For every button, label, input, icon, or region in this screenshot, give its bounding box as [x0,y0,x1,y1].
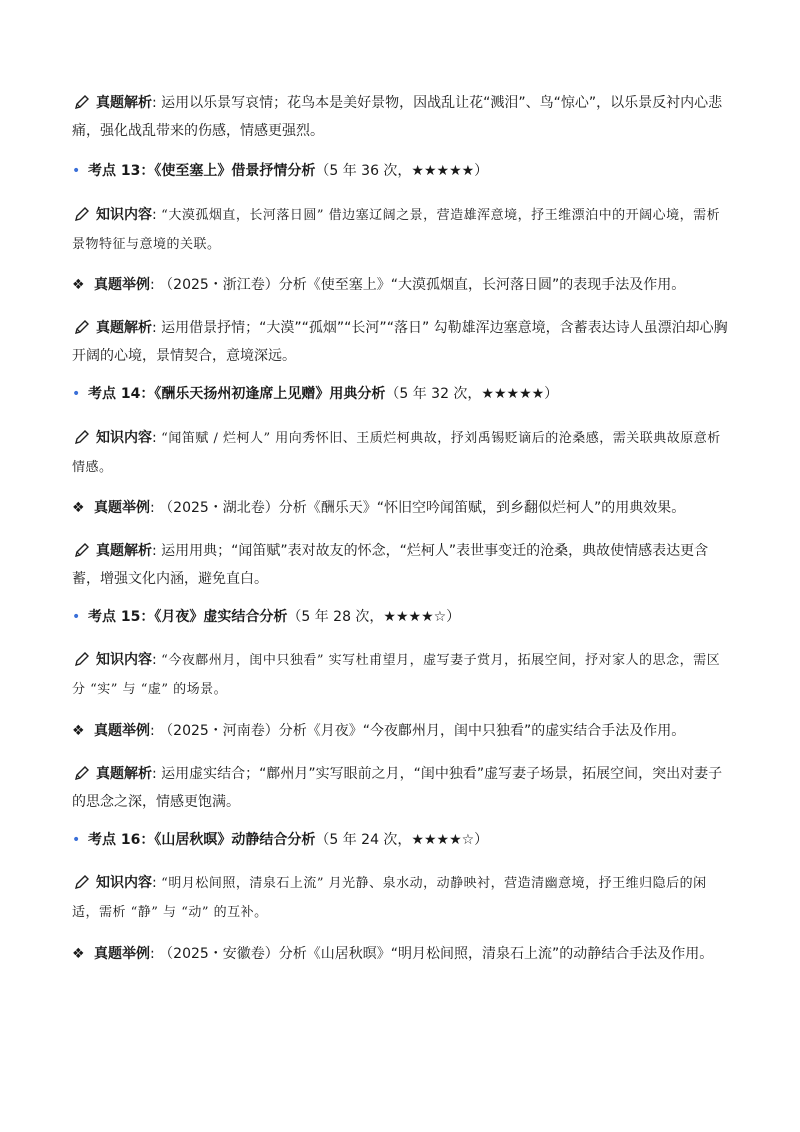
example-text: （2025・河南卷）分析《月夜》“今夜鄜州月，闺中只独看”的虚实结合手法及作用。 [159,723,686,739]
label-separator: : [152,207,157,223]
knowledge-label: 知识内容 [96,875,152,891]
knowledge-text: “闻笛赋 / 烂柯人” 用向秀怀旧、王质烂柯典故，抒刘禹锡贬谪后的沧桑感，需关联典故原意析情感。 [72,431,721,475]
knowledge-paragraph [72,423,732,482]
exam-point-heading [72,380,732,408]
example-label: 真题举例 [94,946,150,962]
knowledge-text: “明月松间照，清泉石上流” 月光静、泉水动，动静映衬，营造清幽意境，抒王维归隐后的闲适，需析 “静” 与 “动” 的互补。 [72,876,707,920]
pencil-icon [72,759,92,787]
diamond-icon: ❖ [72,723,85,739]
label-separator: : [150,723,155,739]
label-separator: : [152,652,157,668]
exam-point-title: 考点 14：《酬乐天扬州初逢席上见赠》用典分析 [88,386,386,402]
example-text: （2025・湖北卷）分析《酬乐天》“怀旧空吟闻笛赋，到乡翻似烂柯人”的用典效果。 [159,500,686,516]
pen-icon [72,423,92,451]
label-separator: : [152,430,157,446]
exam-point-meta: （5 年 24 次，★★★★☆） [315,832,489,848]
pencil-icon [72,313,92,341]
pen-icon [72,200,92,228]
example-label: 真题举例 [94,500,150,516]
label-separator: : [150,500,155,516]
analysis-text: 运用借景抒情；“大漠”“孤烟”“长河”“落日” 勾勒雄浑边塞意境，含蓄表达诗人虽漂泊却心胸开阔的心境，景情契合，意境深远。 [72,320,728,364]
knowledge-label: 知识内容 [96,652,152,668]
exam-point-heading [72,826,732,854]
knowledge-label: 知识内容 [96,207,152,223]
diamond-icon: ❖ [72,500,85,516]
analysis-text: 运用以乐景写哀情；花鸟本是美好景物，因战乱让花“溅泪”、鸟“惊心”，以乐景反衬内心悲痛，强化战乱带来的伤感，情感更强烈。 [72,95,723,139]
exam-point-meta: （5 年 36 次，★★★★★） [315,163,489,179]
example-label: 真题举例 [94,277,150,293]
label-separator: : [150,946,155,962]
example-paragraph [72,494,732,522]
exam-point-title: 考点 16：《山居秋暝》动静结合分析 [88,832,316,848]
knowledge-label: 知识内容 [96,430,152,446]
pen-icon [72,645,92,673]
example-paragraph [72,940,732,968]
example-label: 真题举例 [94,723,150,739]
analysis-label: 真题解析 [96,766,152,782]
knowledge-paragraph [72,645,732,704]
label-separator: : [152,543,157,559]
diamond-icon: ❖ [72,946,85,962]
knowledge-text: “今夜鄜州月，闺中只独看” 实写杜甫望月，虚写妻子赏月，拓展空间，抒对家人的思念，需区分 “实” 与 “虚” 的场景。 [72,653,721,697]
exam-point-meta: （5 年 32 次，★★★★★） [385,386,559,402]
analysis-text: 运用虚实结合；“鄜州月”实写眼前之月，“闺中独看”虚写妻子场景，拓展空间，突出对妻子的思念之深，情感更饱满。 [72,766,723,810]
label-separator: : [152,320,157,336]
analysis-label: 真题解析 [96,543,152,559]
exam-point-title: 考点 13：《使至塞上》借景抒情分析 [88,163,316,179]
exam-point-heading [72,157,732,185]
label-separator: : [152,95,157,111]
bullet-icon: • [72,832,81,848]
analysis-paragraph [72,536,732,593]
analysis-paragraph [72,88,732,145]
example-paragraph [72,271,732,299]
exam-point-meta: （5 年 28 次，★★★★☆） [287,609,461,625]
label-separator: : [152,875,157,891]
analysis-paragraph [72,313,732,370]
knowledge-paragraph [72,868,732,927]
pen-icon [72,868,92,896]
analysis-paragraph [72,759,732,816]
bullet-icon: • [72,386,81,402]
example-text: （2025・安徽卷）分析《山居秋暝》“明月松间照，清泉石上流”的动静结合手法及作用。 [159,946,714,962]
diamond-icon: ❖ [72,277,85,293]
bullet-icon: • [72,609,81,625]
analysis-text: 运用用典；“闻笛赋”表对故友的怀念，“烂柯人”表世事变迁的沧桑，典故使情感表达更含蓄，增强文化内涵，避免直白。 [72,543,709,587]
analysis-label: 真题解析 [96,95,152,111]
knowledge-text: “大漠孤烟直，长河落日圆” 借边塞辽阔之景，营造雄浑意境，抒王维漂泊中的开阔心境，需析景物特征与意境的关联。 [72,208,721,252]
pencil-icon [72,536,92,564]
label-separator: : [152,766,157,782]
exam-point-heading [72,603,732,631]
bullet-icon: • [72,163,81,179]
exam-point-title: 考点 15：《月夜》虚实结合分析 [88,609,288,625]
example-text: （2025・浙江卷）分析《使至塞上》“大漠孤烟直，长河落日圆”的表现手法及作用。 [159,277,686,293]
label-separator: : [150,277,155,293]
knowledge-paragraph [72,200,732,259]
analysis-label: 真题解析 [96,320,152,336]
pencil-icon [72,88,92,116]
example-paragraph [72,717,732,745]
